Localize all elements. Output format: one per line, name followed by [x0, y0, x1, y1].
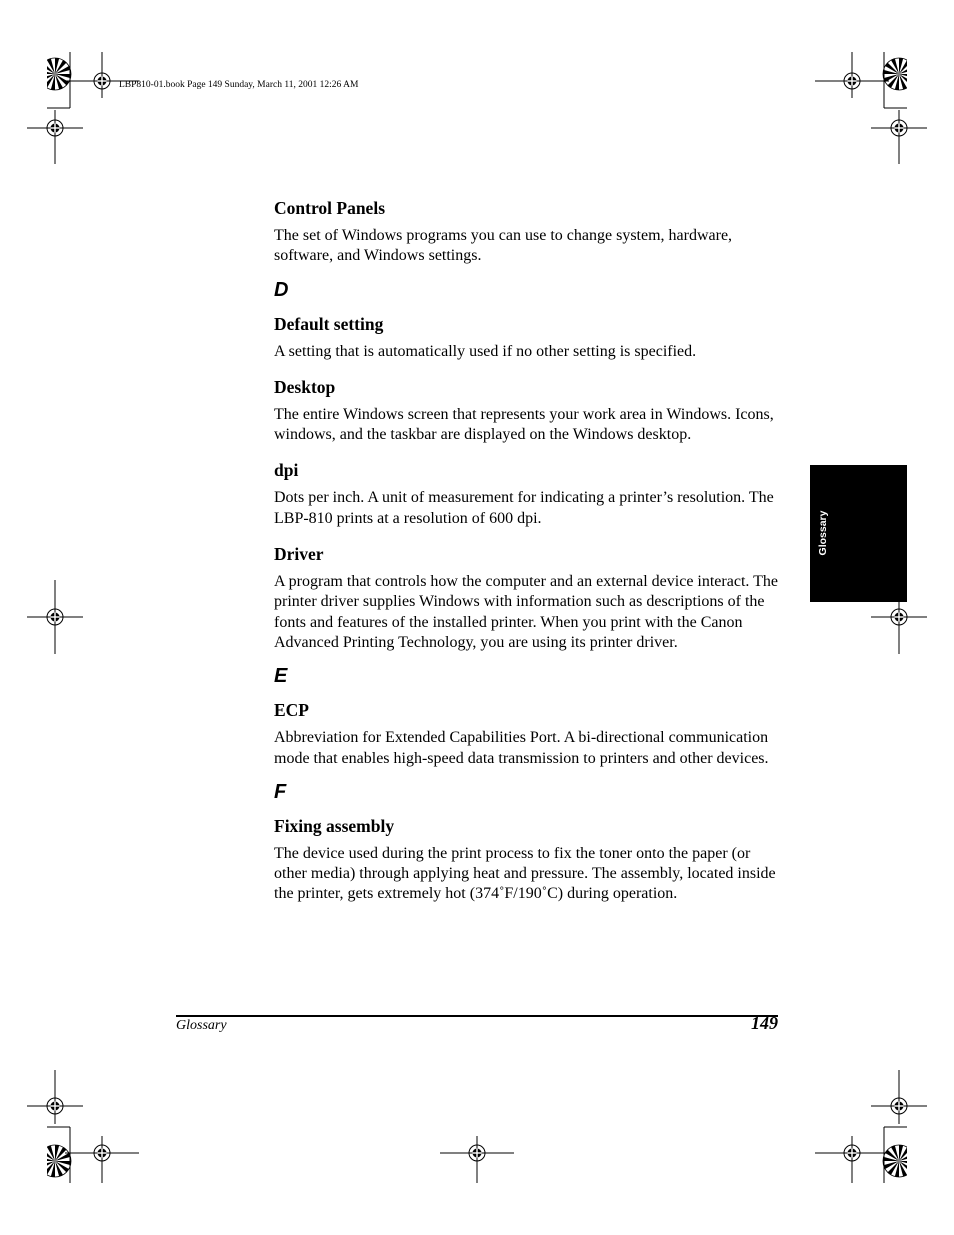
- entry-term: Control Panels: [274, 198, 385, 218]
- entry-definition: A program that controls how the computer and an external device interact. The printer driver supplies Windows with information such as descriptions of the fonts and features of the installed printer. When you print with the Canon Advanced Printing Technology, you are using its printer driver.: [274, 573, 778, 651]
- footer-section-name: Glossary: [176, 1018, 227, 1033]
- entry-term: Driver: [274, 544, 324, 565]
- glossary-entry-desktop: [274, 375, 779, 446]
- side-tab-label: Glossary: [817, 510, 829, 556]
- entry-definition: The entire Windows screen that represents your work area in Windows. Icons, windows, and the taskbar are displayed on the Windows desktop.: [274, 405, 774, 444]
- section-letter-e: E: [274, 665, 288, 688]
- page-number: 149: [751, 1013, 778, 1033]
- entry-term: Default setting: [274, 313, 384, 334]
- section-letter-d: D: [274, 278, 289, 301]
- section-letter-f: F: [274, 780, 287, 803]
- entry-definition: The device used during the print process to fix the toner onto the paper (or other media) through applying heat and pressure. The assembly, located inside the printer, gets extremely hot (374˚F/190˚C) during operation.: [274, 844, 776, 903]
- entry-term: dpi: [274, 460, 299, 481]
- glossary-entry-driver: [274, 542, 779, 653]
- footer-rule: [176, 1015, 778, 1017]
- entry-definition: Abbreviation for Extended Capabilities Port. A bi-directional communication mode that enables high-speed data transmission to printers and other devices.: [274, 729, 769, 767]
- entry-definition: A setting that is automatically used if no other setting is specified.: [274, 342, 697, 360]
- glossary-column: [274, 196, 779, 918]
- glossary-entry-fixing-assembly: [274, 814, 779, 905]
- entry-term: Desktop: [274, 376, 336, 397]
- entry-definition: Dots per inch. A unit of measurement for indicating a printer’s resolution. The LBP-810 prints at a resolution of 600 dpi.: [274, 489, 774, 527]
- glossary-entry-dpi: [274, 458, 779, 529]
- glossary-entry-control-panels: [274, 196, 779, 267]
- print-slug: LBP810-01.book Page 149 Sunday, March 11, 2001 12:26 AM: [119, 80, 359, 90]
- entry-term: Fixing assembly: [274, 815, 395, 836]
- glossary-entry-ecp: [274, 698, 779, 769]
- glossary-entry-default-setting: [274, 312, 779, 362]
- entry-definition: The set of Windows programs you can use to change system, hardware, software, and Windows settings.: [274, 227, 733, 265]
- entry-term: ECP: [274, 700, 309, 721]
